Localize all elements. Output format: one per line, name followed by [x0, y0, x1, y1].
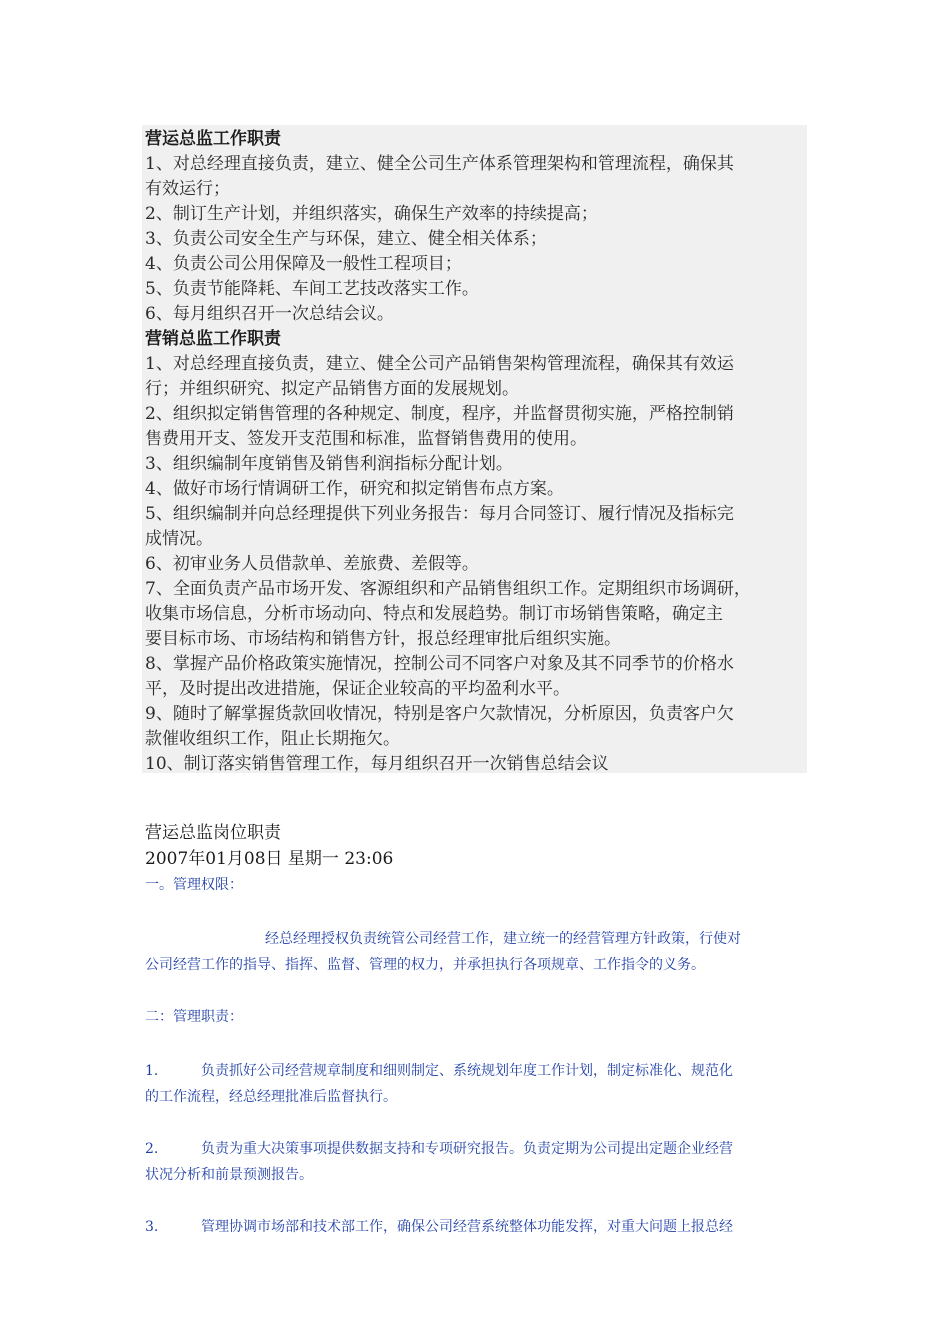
ops-duty-line: 6、每月组织召开一次总结会议。: [145, 304, 394, 324]
post-body: [145, 872, 810, 1240]
section-duties-heading: 二：管理职责：: [145, 1009, 243, 1025]
duty-item-text: 管理协调市场部和技术部工作，确保公司经营系统整体功能发挥，对重大问题上报总经: [201, 1219, 733, 1235]
section-authority-heading: 一。管理权限：: [145, 877, 243, 893]
sales-duties-heading: 营销总监工作职责: [145, 329, 281, 349]
duty-item-number: 2.: [145, 1141, 159, 1157]
sales-duty-line: 8、掌握产品价格政策实施情况，控制公司不同客户对象及其不同季节的价格水: [145, 654, 734, 674]
sales-duty-line: 10、制订落实销售管理工作，每月组织召开一次销售总结会议: [145, 754, 609, 774]
ops-duty-line: 2、制订生产计划，并组织落实，确保生产效率的持续提高；: [145, 204, 598, 224]
sales-duty-line: 1、对总经理直接负责，建立、健全公司产品销售架构管理流程，确保其有效运: [145, 354, 734, 374]
duty-item-line: [145, 1136, 810, 1162]
duty-item-number: 3.: [145, 1219, 159, 1235]
duty-item-text: 负责抓好公司经营规章制度和细则制定、系统规划年度工作计划，制定标准化、规范化: [201, 1063, 733, 1079]
sales-duty-line: 要目标市场、市场结构和销售方针，报总经理审批后组织实施。: [145, 629, 621, 649]
sales-duty-line: 3、组织编制年度销售及销售利润指标分配计划。: [145, 454, 513, 474]
sales-duty-line: 4、做好市场行情调研工作，研究和拟定销售布点方案。: [145, 479, 564, 499]
ops-duty-line: 4、负责公司公用保障及一般性工程项目；: [145, 254, 462, 274]
ops-duty-line: 1、对总经理直接负责，建立、健全公司生产体系管理架构和管理流程，确保其: [145, 154, 734, 174]
sales-duty-line: 成情况。: [145, 529, 213, 549]
sales-duty-line: 平，及时提出改进措施，保证企业较高的平均盈利水平。: [145, 679, 570, 699]
duty-item-line: [145, 1058, 810, 1084]
sales-duty-line: 5、组织编制并向总经理提供下列业务报告：每月合同签订、履行情况及指标完: [145, 504, 734, 524]
ops-duties-heading: 营运总监工作职责: [145, 129, 281, 149]
duty-item-text: 负责为重大决策事项提供数据支持和专项研究报告。负责定期为公司提出定题企业经营: [201, 1141, 733, 1157]
sales-duty-line: 2、组织拟定销售管理的各种规定、制度，程序，并监督贯彻实施，严格控制销: [145, 404, 734, 424]
sales-duty-line: 款催收组织工作，阻止长期拖欠。: [145, 729, 400, 749]
post-title: 营运总监岗位职责: [145, 823, 281, 843]
ops-duty-line: 3、负责公司安全生产与环保，建立、健全相关体系；: [145, 229, 547, 249]
sales-duty-line: 售费用开支、签发开支范围和标准，监督销售费用的使用。: [145, 429, 587, 449]
duty-item-line: 的工作流程，经总经理批准后监督执行。: [145, 1089, 397, 1105]
sales-duty-line: 7、全面负责产品市场开发、客源组织和产品销售组织工作。定期组织市场调研，: [145, 579, 751, 599]
duty-item-number: 1.: [145, 1063, 159, 1079]
sales-duty-line: 6、初审业务人员借款单、差旅费、差假等。: [145, 554, 479, 574]
blog-post: [145, 820, 810, 1240]
sales-duty-line: 行；并组织研究、拟定产品销售方面的发展规划。: [145, 379, 519, 399]
sales-duty-line: 9、随时了解掌握货款回收情况，特别是客户欠款情况，分析原因，负责客户欠: [145, 704, 734, 724]
duty-item-line: 状况分析和前景预测报告。: [145, 1167, 313, 1183]
ops-duty-line: 有效运行；: [145, 179, 230, 199]
authority-paragraph-line: 经总经理授权负责统管公司经营工作，建立统一的经营管理方针政策，行使对: [265, 931, 741, 947]
duty-item-line: [145, 1214, 810, 1240]
sales-duty-line: 收集市场信息，分析市场动向、特点和发展趋势。制订市场销售策略，确定主: [145, 604, 723, 624]
ops-duty-line: 5、负责节能降耗、车间工艺技改落实工作。: [145, 279, 479, 299]
duties-highlight-block: [142, 125, 807, 773]
authority-paragraph-line: 公司经营工作的指导、指挥、监督、管理的权力，并承担执行各项规章、工作指令的义务。: [145, 957, 705, 973]
post-date: 2007年01月08日 星期一 23:06: [145, 849, 394, 869]
